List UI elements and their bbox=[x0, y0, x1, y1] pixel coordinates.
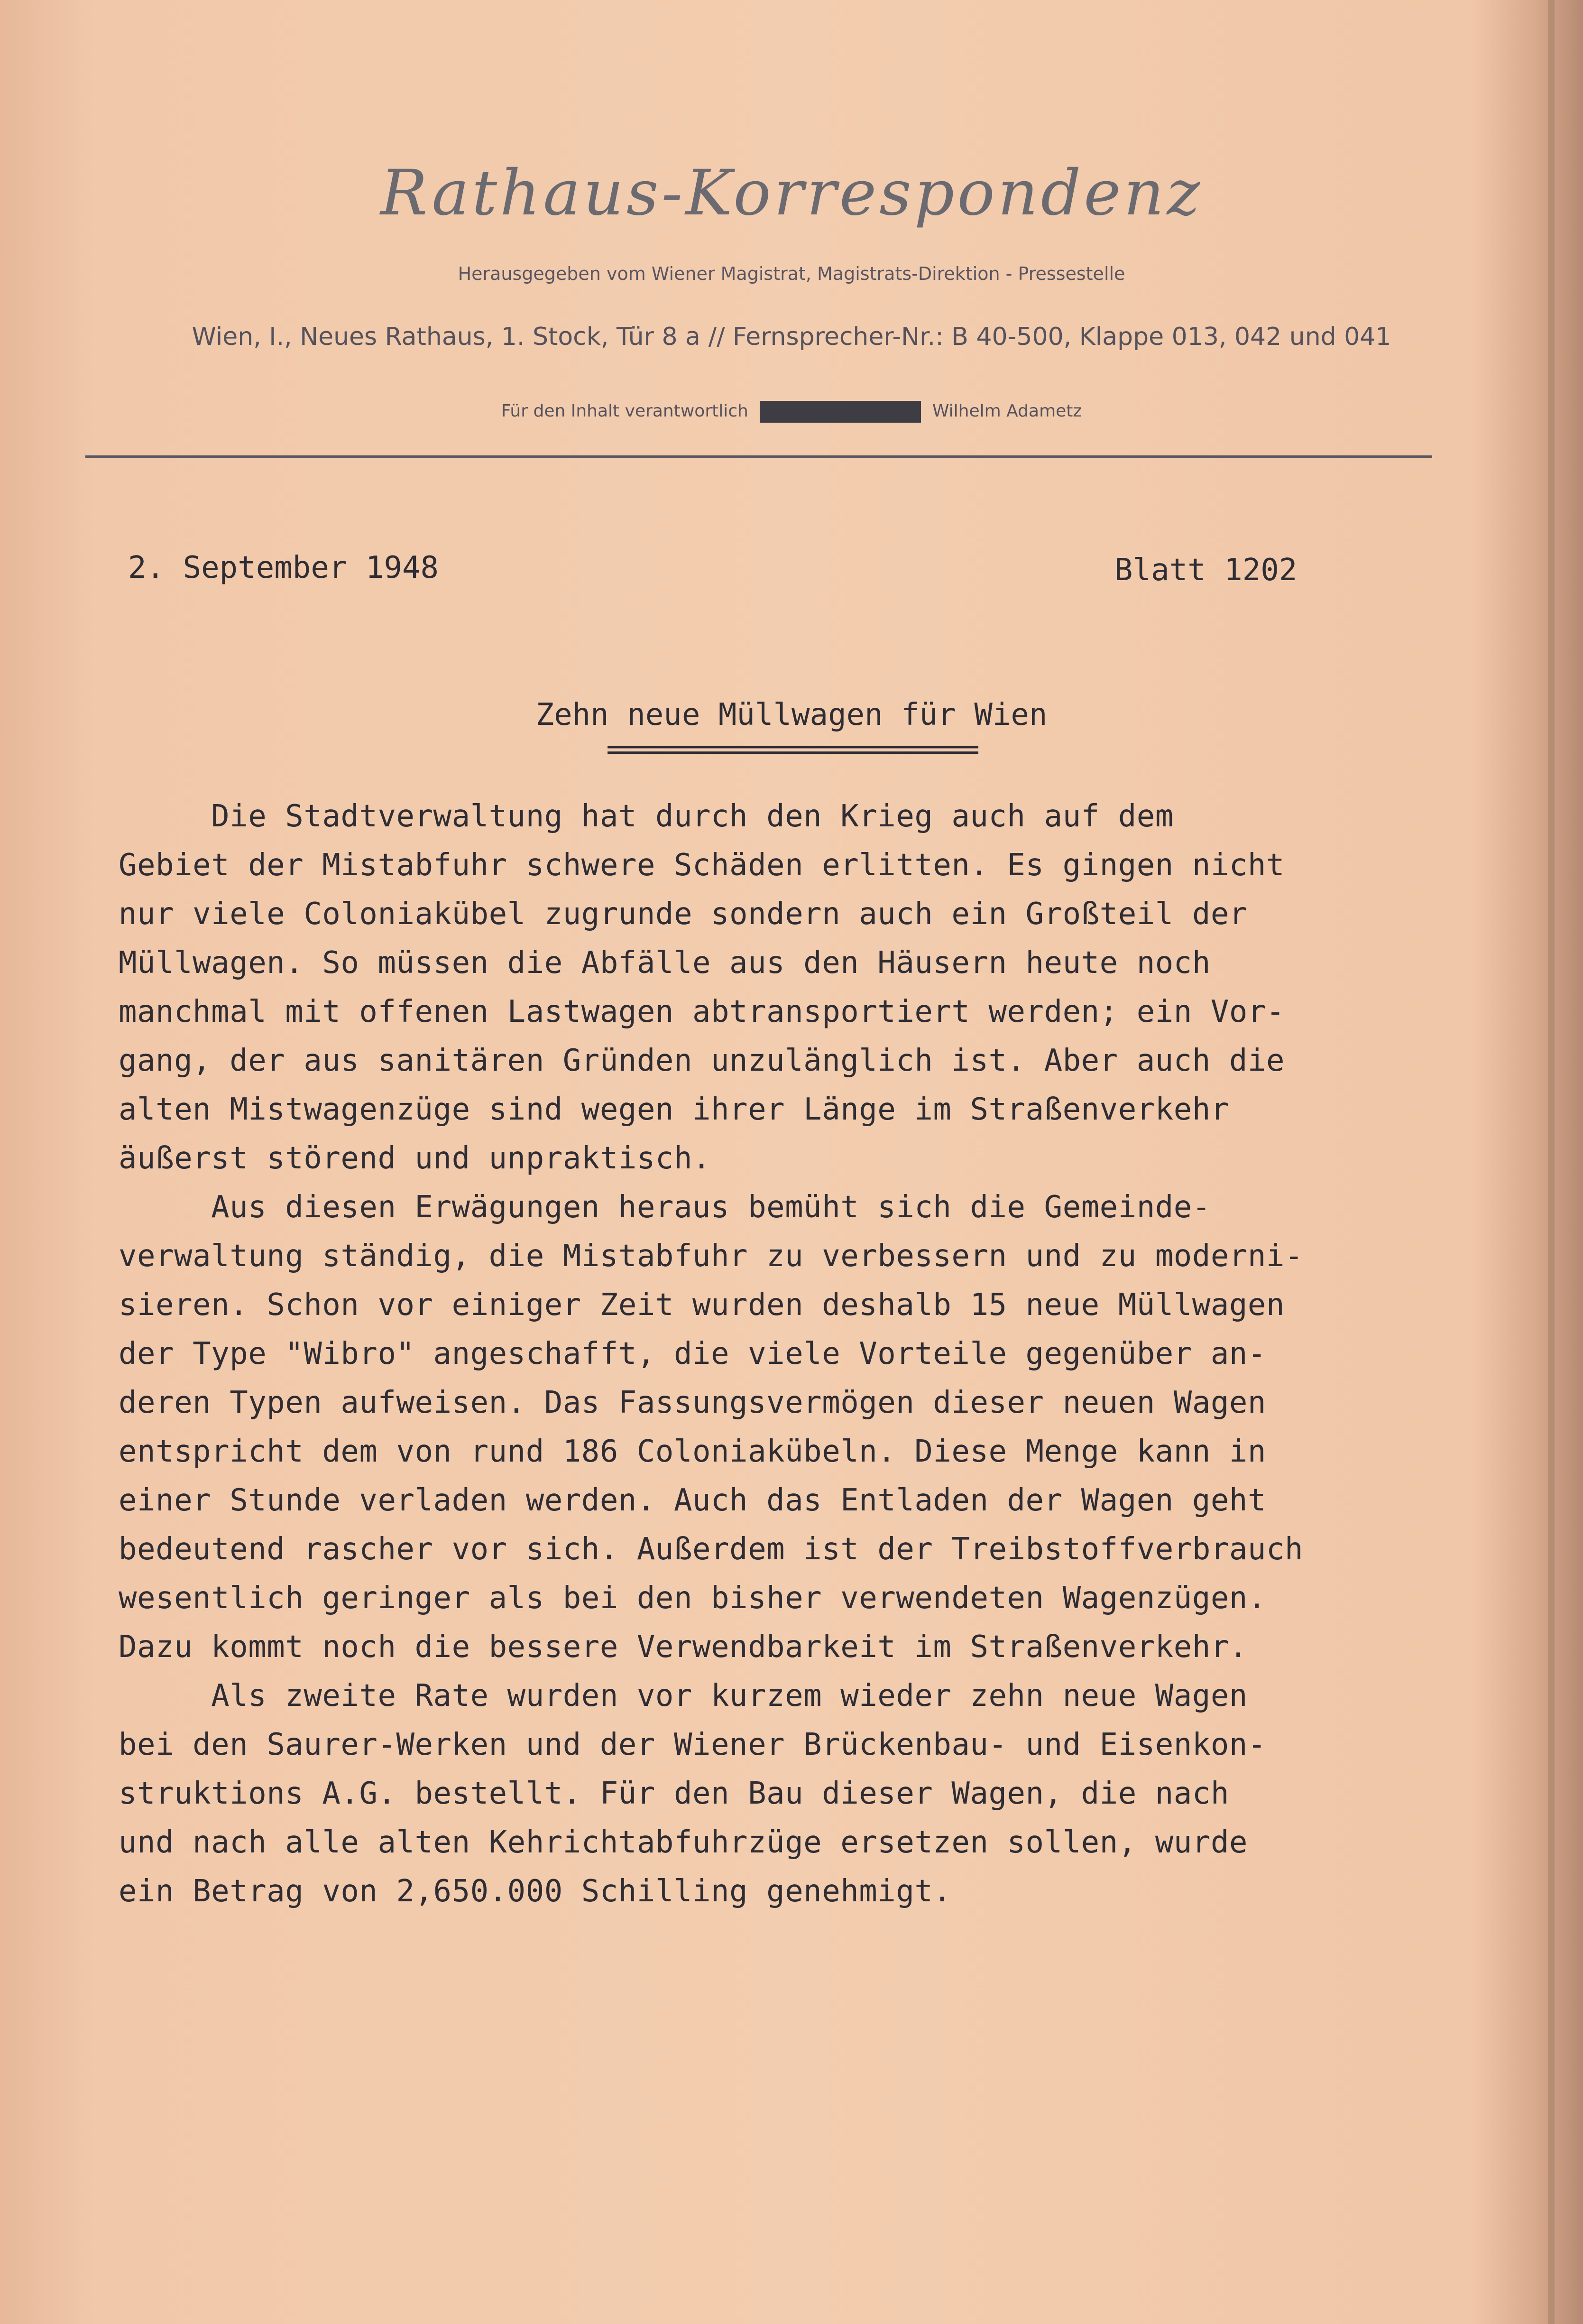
address-line: Wien, I., Neues Rathaus, 1. Stock, Tür 8 a // Fernsprecher-Nr.: B 40-500, Klappe 013, 042 und 041 bbox=[192, 323, 1391, 351]
responsible-line bbox=[0, 401, 1583, 423]
body-line: gang, der aus sanitären Gründen unzulänglich ist. Aber auch die bbox=[119, 1043, 1285, 1078]
responsible-name: Wilhelm Adametz bbox=[932, 401, 1082, 421]
issue-date: 2. September 1948 bbox=[128, 550, 439, 585]
body-line: bei den Saurer-Werken und der Wiener Brückenbau- und Eisenkon- bbox=[119, 1727, 1266, 1762]
publisher-line: Herausgegeben vom Wiener Magistrat, Magistrats-Direktion - Pressestelle bbox=[458, 263, 1125, 284]
body-line: und nach alle alten Kehrichtabfuhrzüge ersetzen sollen, wurde bbox=[119, 1825, 1248, 1860]
body-line: ein Betrag von 2,650.000 Schilling genehmigt. bbox=[119, 1874, 952, 1909]
body-line: Aus diesen Erwägungen heraus bemüht sich die Gemeinde- bbox=[119, 1190, 1211, 1225]
body-line: einer Stunde verladen werden. Auch das Entladen der Wagen geht bbox=[119, 1483, 1266, 1518]
body-line: sieren. Schon vor einiger Zeit wurden deshalb 15 neue Müllwagen bbox=[119, 1287, 1285, 1323]
header-rule bbox=[85, 455, 1432, 458]
body-line: Dazu kommt noch die bessere Verwendbarkeit im Straßenverkehr. bbox=[119, 1630, 1248, 1665]
body-line: Gebiet der Mistabfuhr schwere Schäden erlitten. Es gingen nicht bbox=[119, 848, 1285, 883]
article-headline: Zehn neue Müllwagen für Wien bbox=[535, 697, 1048, 732]
body-line: Müllwagen. So müssen die Abfälle aus den Häusern heute noch bbox=[119, 945, 1211, 981]
responsible-label: Für den Inhalt verantwortlich bbox=[501, 401, 748, 421]
body-line: Als zweite Rate wurden vor kurzem wieder zehn neue Wagen bbox=[119, 1678, 1248, 1713]
body-line: der Type "Wibro" angeschafft, die viele Vorteile gegenüber an- bbox=[119, 1336, 1266, 1371]
body-line: verwaltung ständig, die Mistabfuhr zu verbessern und zu moderni- bbox=[119, 1239, 1303, 1274]
masthead-title: Rathaus-Korrespondenz bbox=[380, 157, 1203, 230]
sheet-number: Blatt 1202 bbox=[1114, 553, 1298, 588]
body-line: Die Stadtverwaltung hat durch den Krieg auch auf dem bbox=[119, 799, 1174, 834]
body-line: wesentlich geringer als bei den bisher verwendeten Wagenzügen. bbox=[119, 1581, 1266, 1616]
body-line: alten Mistwagenzüge sind wegen ihrer Länge im Straßenverkehr bbox=[119, 1092, 1229, 1127]
body-line: entspricht dem von rund 186 Coloniakübeln. Diese Menge kann in bbox=[119, 1434, 1266, 1469]
body-line: manchmal mit offenen Lastwagen abtransportiert werden; ein Vor- bbox=[119, 994, 1285, 1029]
article-body bbox=[119, 792, 1418, 1916]
body-line: äußerst störend und unpraktisch. bbox=[119, 1141, 711, 1176]
body-line: struktions A.G. bestellt. Für den Bau dieser Wagen, die nach bbox=[119, 1776, 1229, 1811]
body-line: nur viele Coloniakübel zugrunde sondern auch ein Großteil der bbox=[119, 897, 1248, 932]
body-line: deren Typen aufweisen. Das Fassungsvermögen dieser neuen Wagen bbox=[119, 1385, 1266, 1420]
body-line: bedeutend rascher vor sich. Außerdem ist der Treibstoffverbrauch bbox=[119, 1532, 1303, 1567]
headline-underline: =========================== bbox=[606, 733, 977, 765]
redaction-bar bbox=[760, 401, 921, 423]
